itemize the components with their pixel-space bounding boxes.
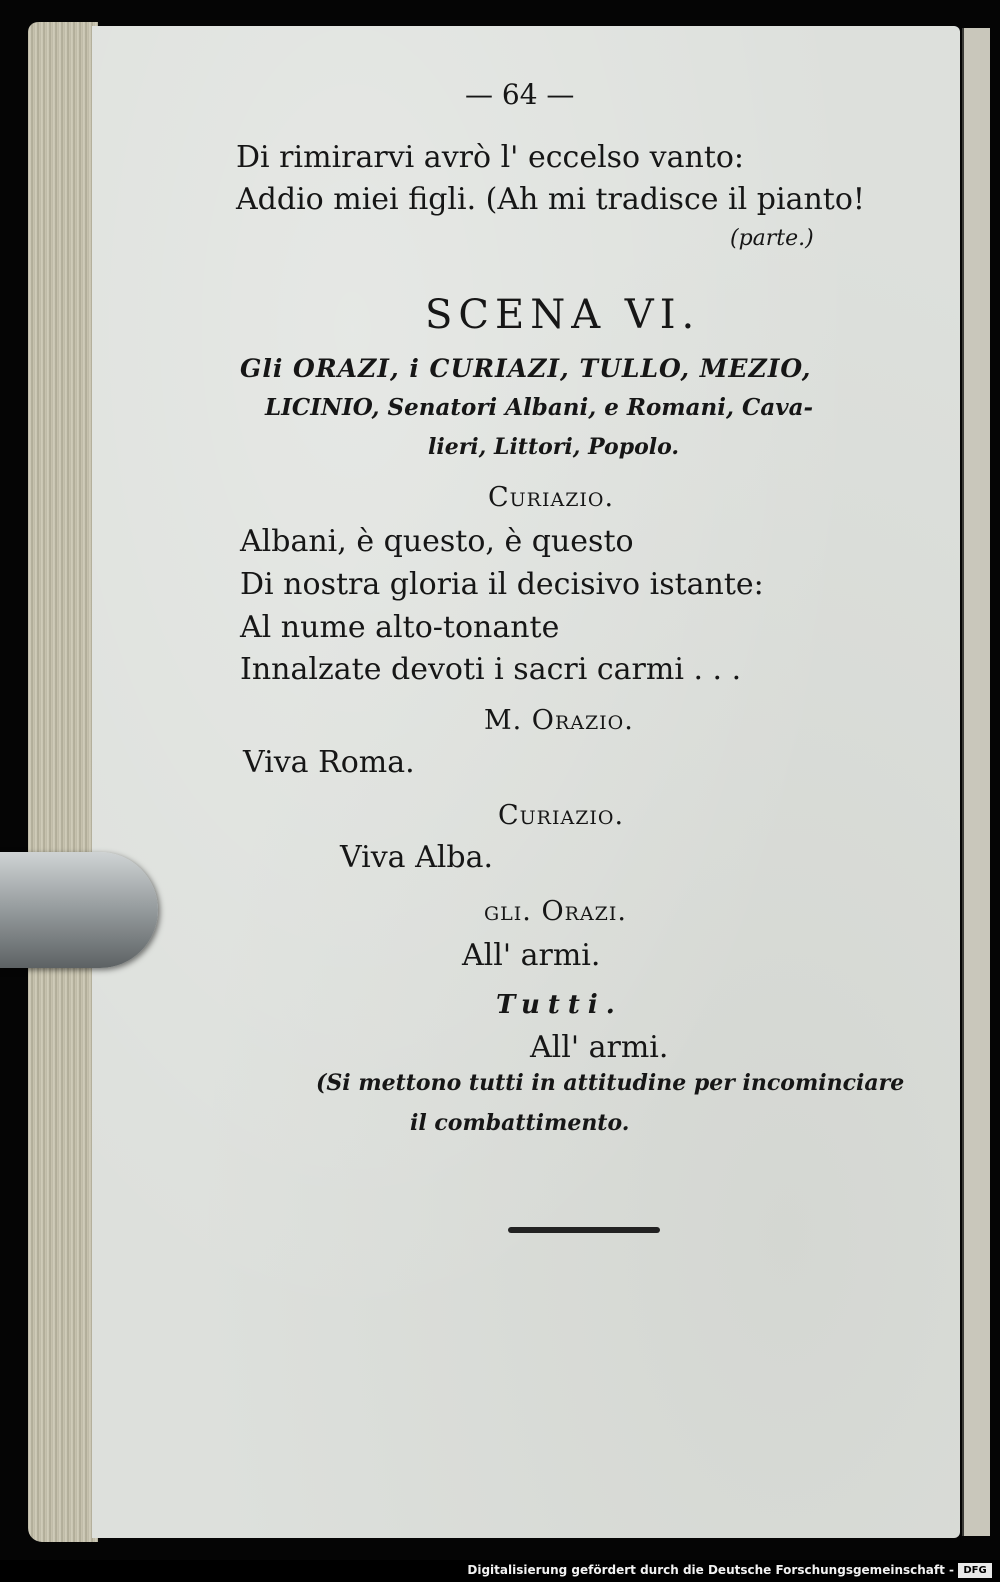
speech-line: Al nume alto-tonante [240, 610, 560, 645]
page-number: — 64 — [465, 78, 575, 111]
book-page [92, 26, 960, 1538]
speaker-name: Curiazio. [498, 800, 625, 831]
thumb-holding-page [0, 852, 158, 968]
speech-line: Viva Alba. [340, 840, 493, 875]
book-page-edges [28, 22, 98, 1542]
speaker-name: Curiazio. [488, 482, 615, 513]
speech-line: All' armi. [462, 938, 601, 973]
speaker-name: M. Orazio. [484, 705, 634, 736]
cast-line: LICINIO, Senatori Albani, e Romani, Cava- [265, 394, 814, 421]
stage-direction: (Si mettono tutti in attitudine per incominciare [316, 1070, 905, 1096]
cast-line: Gli ORAZI, i CURIAZI, TULLO, MEZIO, [240, 354, 812, 383]
cast-line: lieri, Littori, Popolo. [428, 434, 680, 460]
speech-line: Viva Roma. [243, 745, 415, 780]
speech-line: Albani, è questo, è questo [240, 524, 634, 559]
section-rule [508, 1227, 660, 1233]
footer-credit: Digitalisierung gefördert durch die Deutsche Forschungsgemeinschaft - [467, 1563, 954, 1577]
stage-exit: (parte.) [730, 226, 814, 251]
speech-line: Di nostra gloria il decisivo istante: [240, 567, 764, 602]
speech-line: Innalzate devoti i sacri carmi . . . [240, 652, 742, 687]
speech-line: All' armi. [530, 1030, 669, 1065]
stage-direction: il combattimento. [410, 1110, 630, 1136]
speaker-name: Tutti. [496, 990, 623, 1020]
facing-page-edge [962, 28, 990, 1536]
speaker-name: gli. Orazi. [484, 896, 627, 927]
verse-line: Di rimirarvi avrò l' eccelso vanto: [236, 140, 745, 175]
verse-line: Addio miei figli. (Ah mi tradisce il pianto! [236, 182, 865, 217]
footer-bar [0, 1560, 1000, 1582]
scene-title: SCENA VI. [425, 292, 701, 338]
dfg-logo: DFG [958, 1563, 992, 1578]
